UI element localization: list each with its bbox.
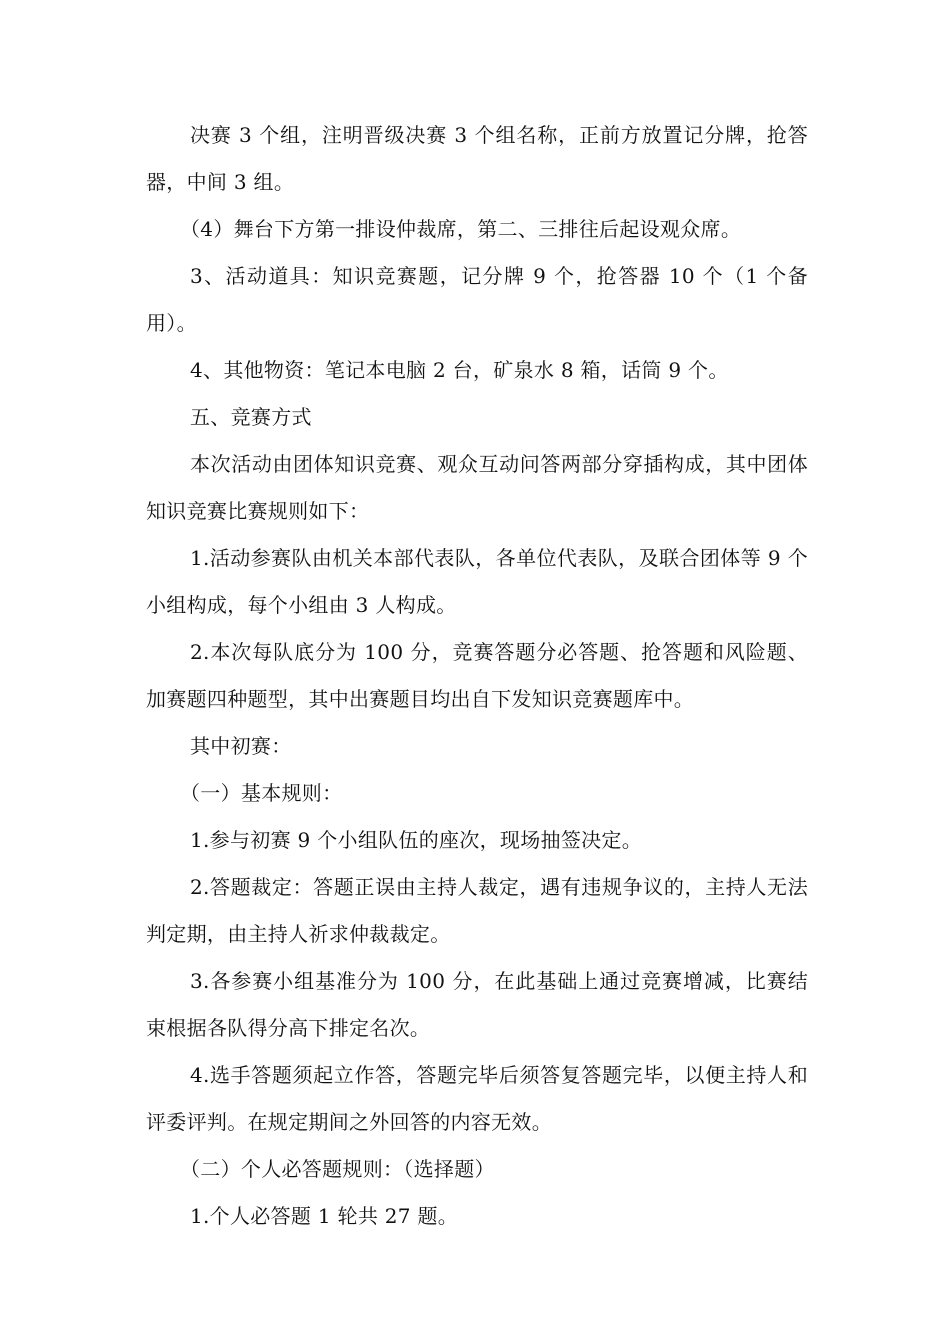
section-heading-competition-format: 五、竞赛方式	[190, 405, 312, 429]
paragraph-base-score: 3.各参赛小组基准分为 100 分，在此基础上通过竞赛增减，比赛结束根据各队得分高下排定名次。	[146, 969, 808, 1040]
subheading-basic-rules: （一）基本规则：	[180, 781, 343, 805]
paragraph-final-groups: 决赛 3 个组，注明晋级决赛 3 个组名称，正前方放置记分牌，抢答器，中间 3 组。	[146, 123, 808, 194]
paragraph-rule-scoring: 2.本次每队底分为 100 分，竞赛答题分必答题、抢答题和风险题、加赛题四种题型，其中出赛题目均出自下发知识竞赛题库中。	[146, 640, 808, 711]
paragraph-answer-procedure: 4.选手答题须起立作答，答题完毕后须答复答题完毕，以便主持人和评委评判。在规定期间之外回答的内容无效。	[146, 1063, 808, 1134]
paragraph-other-supplies: 4、其他物资：笔记本电脑 2 台，矿泉水 8 箱，话筒 9 个。	[190, 358, 729, 382]
paragraph-rule-teams: 1.活动参赛队由机关本部代表队，各单位代表队，及联合团体等 9 个小组构成，每个小组由 3 人构成。	[146, 546, 808, 617]
paragraph-individual-round: 1.个人必答题 1 轮共 27 题。	[190, 1204, 459, 1228]
paragraph-seating-draw: 1.参与初赛 9 个小组队伍的座次，现场抽签决定。	[190, 828, 643, 852]
document-page	[146, 112, 808, 1240]
paragraph-props: 3、活动道具：知识竞赛题，记分牌 9 个，抢答器 10 个（1 个备用）。	[146, 264, 808, 335]
paragraph-arbitration-seats: （4）舞台下方第一排设仲裁席，第二、三排往后起设观众席。	[180, 217, 742, 241]
paragraph-activity-overview: 本次活动由团体知识竞赛、观众互动问答两部分穿插构成，其中团体知识竞赛比赛规则如下：	[146, 452, 808, 523]
subheading-individual-required: （二）个人必答题规则：（选择题）	[180, 1157, 495, 1181]
paragraph-preliminary: 其中初赛：	[190, 734, 292, 758]
paragraph-answer-judgment: 2.答题裁定：答题正误由主持人裁定，遇有违规争议的，主持人无法判定期，由主持人祈求仲裁裁定。	[146, 875, 808, 946]
